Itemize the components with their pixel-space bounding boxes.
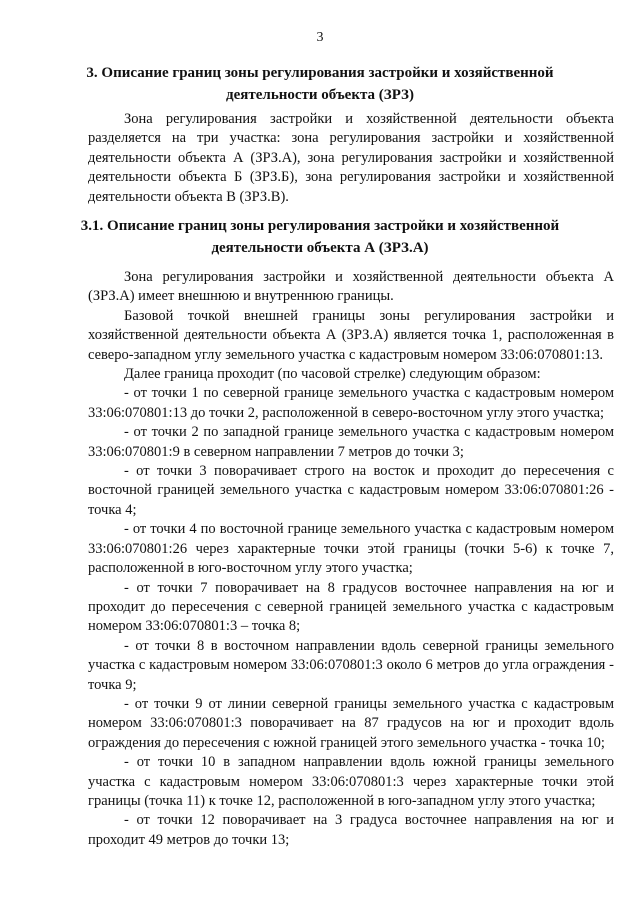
section-3-heading-line1: 3. Описание границ зоны регулирования застройки и хозяйственной bbox=[86, 65, 554, 81]
section-3-1-body bbox=[88, 268, 614, 850]
list-item-point-1: - от точки 1 по северной границе земельного участка с кадастровым номером 33:06:070801:13 до точки 2, расположенной в северо-восточном углу этого участка; bbox=[88, 385, 614, 421]
section-3-1-heading-line1: 3.1. Описание границ зоны регулирования застройки и хозяйственной bbox=[80, 218, 560, 234]
list-item-point-3: - от точки 3 поворачивает строго на восток и проходит до пересечения с восточной границей земельного участка с кадастровым номером 33:06:070801:26 - точка 4; bbox=[88, 463, 614, 518]
paragraph-boundary-intro: Далее граница проходит (по часовой стрелке) следующим образом: bbox=[124, 366, 541, 383]
section-3-1-heading-line2: деятельности объекта А (ЗРЗ.А) bbox=[211, 240, 429, 256]
list-item-point-4: - от точки 4 по восточной границе земельного участка с кадастровым номером 33:06:070801:26 через характерные точки этой границы (точки 5-6) к точке 7, расположенной в юго-восточном углу этого участка; bbox=[88, 521, 614, 577]
list-item-point-9: - от точки 9 от линии северной границы земельного участка с кадастровым номером 33:06:070801:3 поворачивает на 87 градусов на юг и проходит вдоль ограждения до пересечения с южной границей этого земельного участка - точка 10; bbox=[88, 695, 614, 751]
paragraph-base-point: Базовой точкой внешней границы зоны регулирования застройки и хозяйственной деятельности объекта А (ЗРЗ.А) является точка 1, расположенная в северо-западном углу земельного участка с кадастровым номером 33:06:070801:13. bbox=[88, 307, 614, 363]
list-item-point-7: - от точки 7 поворачивает на 8 градусов восточнее направления на юг и проходит до пересечения с северной границей земельного участка с кадастровым номером 33:06:070801:3 – точка 8; bbox=[88, 579, 614, 635]
list-item-point-2: - от точки 2 по западной границе земельного участка с кадастровым номером 33:06:070801:9 в северном направлении 7 метров до точки 3; bbox=[88, 424, 614, 460]
paragraph-zone-boundaries: Зона регулирования застройки и хозяйственной деятельности объекта А (ЗРЗ.А) имеет внешнюю и внутреннюю границы. bbox=[88, 269, 614, 305]
section-3-1-heading bbox=[80, 215, 560, 259]
section-3-heading bbox=[80, 62, 560, 106]
section-3-intro-paragraph: Зона регулирования застройки и хозяйственной деятельности объекта разделяется на три участка: зона регулирования застройки и хозяйственной деятельности объекта А (ЗРЗ.А), зона регулирования застройки и хозяйственной деятельности объекта Б (ЗРЗ.Б), зона регулирования застройки и хозяйственной деятельности объекта В (ЗРЗ.В). bbox=[88, 111, 614, 205]
list-item-point-10: - от точки 10 в западном направлении вдоль южной границы земельного участка с кадастровым номером 33:06:070801:3 через характерные точки этой границы (точка 11) к точке 12, расположенной в юго-западном углу этого участка; bbox=[88, 754, 614, 809]
page-number: 3 bbox=[316, 30, 324, 45]
section-3-heading-line2: деятельности объекта (ЗРЗ) bbox=[226, 87, 414, 103]
list-item-point-12: - от точки 12 поворачивает на 3 градуса восточнее направления на юг и проходит 49 метров до точки 13; bbox=[88, 812, 614, 848]
list-item-point-8: - от точки 8 в восточном направлении вдоль северной границы земельного участка с кадастровым номером 33:06:070801:3 около 6 метров до угла ограждения - точка 9; bbox=[88, 637, 614, 693]
